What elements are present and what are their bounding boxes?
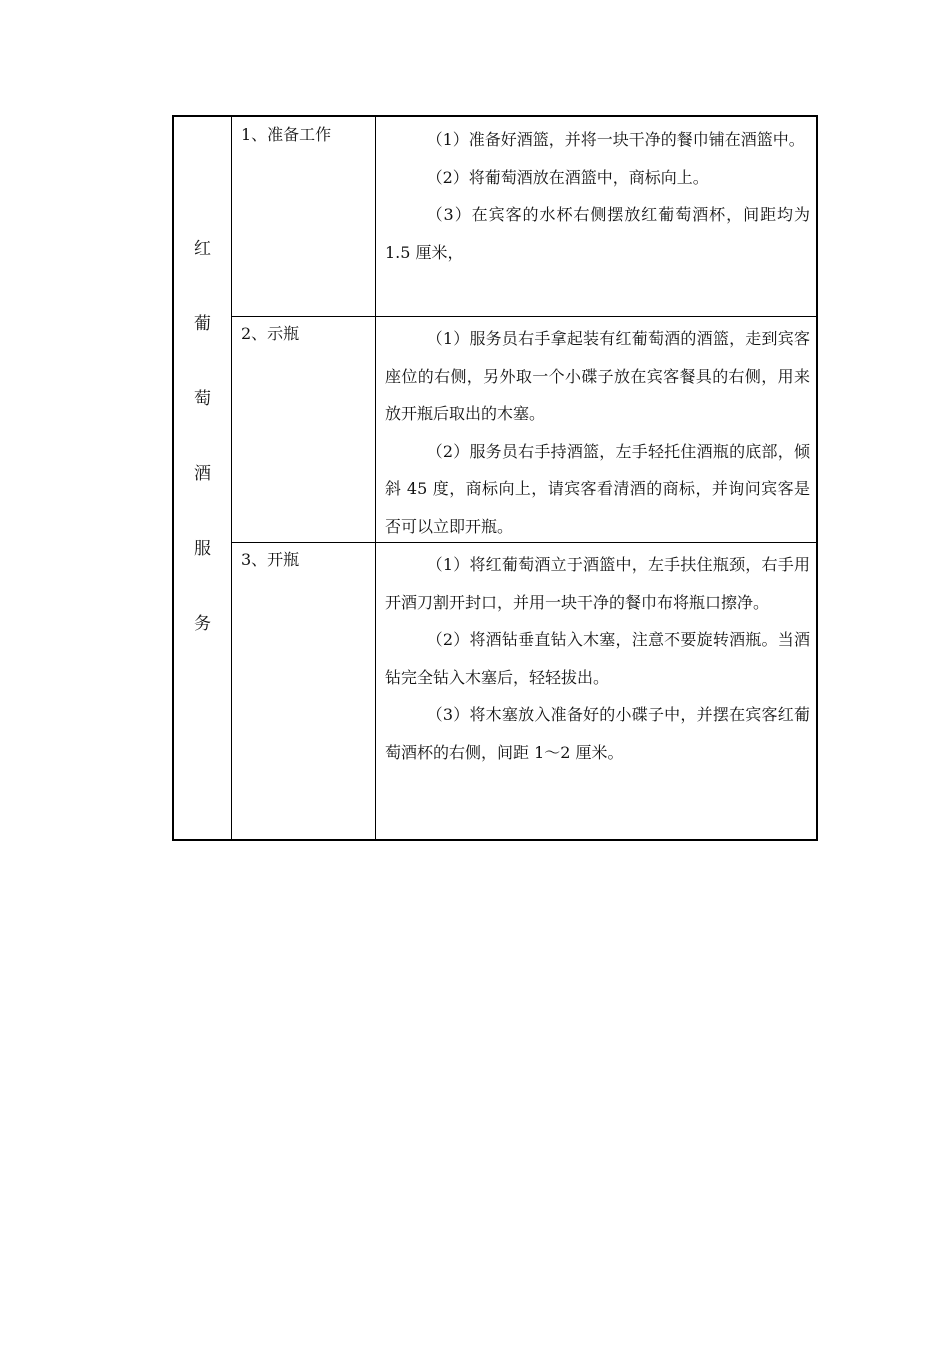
step-label: 3、开瓶 <box>241 550 300 569</box>
step-paragraph: （2）将葡萄酒放在酒篮中，商标向上。 <box>426 167 709 187</box>
section-open-bottle <box>231 542 816 841</box>
section-preparation <box>231 117 816 316</box>
category-title-char: 酒 <box>194 464 211 484</box>
step-label: 2、示瓶 <box>241 324 300 343</box>
category-title-char: 务 <box>194 614 211 634</box>
step-label: 1、准备工作 <box>241 125 332 144</box>
category-title-char: 服 <box>194 539 211 559</box>
step-content <box>385 320 810 545</box>
step-paragraph: （1）服务员右手拿起装有红葡萄酒的酒篮，走到宾客座位的右侧，另外取一个小碟子放在宾客餐具的右侧，用来放开瓶后取出的木塞。 <box>385 329 810 423</box>
step-paragraph: （3）在宾客的水杯右侧摆放红葡萄酒杯，间距均为 1.5 厘米， <box>385 205 810 262</box>
step-content <box>385 546 810 771</box>
step-paragraph: （2）服务员右手持酒篮，左手轻托住酒瓶的底部，倾斜 45 度，商标向上，请宾客看清酒的商标，并询问宾客是否可以立即开瓶。 <box>385 441 810 536</box>
category-title-char: 葡 <box>194 314 211 334</box>
category-title <box>174 117 231 839</box>
wine-service-table <box>172 115 818 841</box>
category-title-char: 红 <box>194 239 211 259</box>
category-title-char: 萄 <box>194 389 211 409</box>
step-paragraph: （1）准备好酒篮，并将一块干净的餐巾铺在酒篮中。 <box>426 130 805 149</box>
step-paragraph: （3）将木塞放入准备好的小碟子中，并摆在宾客红葡萄酒杯的右侧，间距 1～2 厘米。 <box>385 705 810 762</box>
section-present-bottle <box>231 316 816 542</box>
step-paragraph: （2）将酒钻垂直钻入木塞，注意不要旋转酒瓶。当酒钻完全钻入木塞后，轻轻拔出。 <box>385 630 810 687</box>
step-paragraph: （1）将红葡萄酒立于酒篮中，左手扶住瓶颈，右手用开酒刀割开封口，并用一块干净的餐巾布将瓶口擦净。 <box>385 555 810 612</box>
step-content <box>385 121 810 271</box>
